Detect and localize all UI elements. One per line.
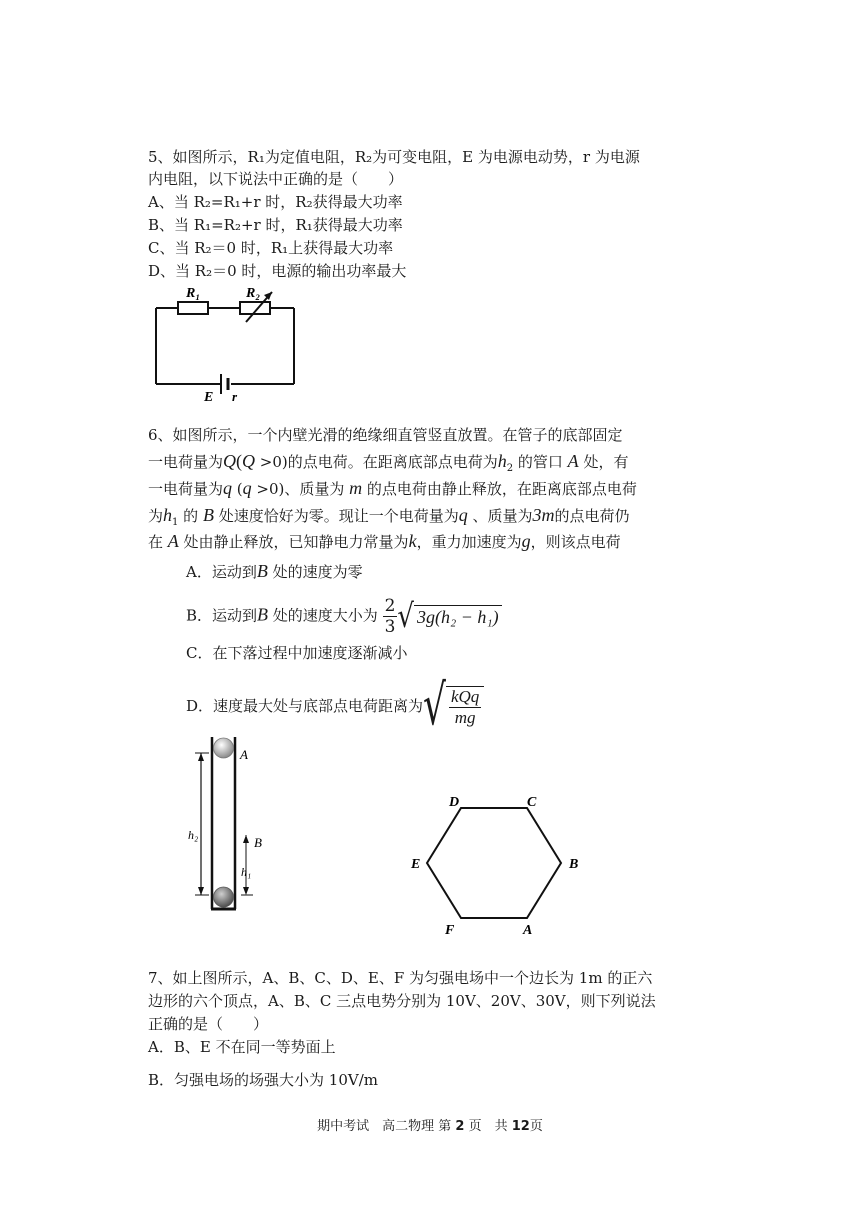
vertex-a: A (523, 923, 533, 938)
vertex-f: F (445, 923, 455, 938)
label-h2: h₂ (188, 828, 199, 842)
sqrt-expression: 3g(h₂ − h₁) (414, 605, 502, 628)
resistor-r1 (178, 302, 208, 314)
q7-stem-line3: 正确的是（ ） (148, 1015, 269, 1033)
q6-stem-line4: 为$h_1$ 的 B 处速度恰好为零。现让一个电荷量为q 、质量为3m的点电荷仍 (148, 505, 630, 528)
q7-option-a: A．B、E 不在同一等势面上 (148, 1038, 336, 1056)
q5-stem-line2: 内电阻，以下说法中正确的是（ ） (148, 170, 404, 188)
q7-stem-line1: 7、如上图所示，A、B、C、D、E、F 为匀强电场中一个边长为 1m 的正六 (148, 969, 653, 987)
label-b: B (254, 835, 262, 850)
q5-option-b: B、当 R₁=R₂+r 时，R₁获得最大功率 (148, 216, 403, 234)
sqrt-sign: √ (397, 597, 414, 636)
label-r1: R₁ (186, 286, 201, 301)
fraction-kqq-mg: $\frac{\text{kQq}}{mg}$ (446, 686, 484, 728)
h1-arrow-down (243, 887, 249, 895)
charge-ball-top (214, 738, 234, 758)
label-h1: h₁ (241, 865, 252, 879)
q5-option-a: A、当 R₂=R₁+r 时，R₂获得最大功率 (148, 193, 403, 211)
q5-option-d: D、当 R₂＝0 时，电源的输出功率最大 (148, 262, 407, 280)
h2-arrow-up (198, 753, 204, 761)
circuit-diagram (148, 280, 308, 405)
label-r: r (232, 389, 238, 404)
q6-option-d: D．速度最大处与底部点电荷距离为√ $\frac{\text{kQq}}{mg}$ (186, 686, 484, 728)
q5-option-c: C、当 R₂＝0 时，R₁上获得最大功率 (148, 239, 394, 257)
label-r2: R₂ (246, 286, 261, 301)
q6-stem-line2: 一电荷量为Q(Q >0)的点电荷。在距离底部点电荷为$h_2$ 的管口 A 处，有 (148, 451, 629, 474)
page-total: 12 (511, 1119, 530, 1134)
fraction-two-thirds: $\frac{2}{3}$ (384, 596, 396, 637)
charge-ball-bottom (214, 887, 234, 907)
vertex-b: B (569, 857, 579, 872)
h1-arrow-up (243, 835, 249, 843)
q6-option-a: A．运动到B 处的速度为零 (186, 561, 363, 581)
page-footer: 期中考试 高二物理 第 2 页 共 12页 (317, 1119, 543, 1134)
label-e: E (204, 390, 214, 405)
vertex-c: C (527, 795, 537, 810)
q6-stem-line5: 在 A 处由静止释放，已知静电力常量为k，重力加速度为g，则该点电荷 (148, 531, 621, 551)
q5-stem-line1: 5、如图所示，R₁为定值电阻，R₂为可变电阻，E 为电源电动势，r 为电源 (148, 148, 640, 166)
hexagon-diagram (405, 788, 595, 938)
q6-option-b: B．运动到B 处的速度大小为 $\frac{2}{3}$ √ 3g(h₂ − h₁) (186, 596, 502, 637)
q6-option-c: C．在下落过程中加速度逐渐减小 (186, 644, 408, 662)
tube-diagram (185, 735, 275, 915)
q6-stem-line1: 6、如图所示，一个内壁光滑的绝缘细直管竖直放置。在管子的底部固定 (148, 426, 623, 444)
sqrt-sign: √ (423, 674, 446, 738)
q6-stem-line3: 一电荷量为q (q >0)、质量为 m 的点电荷由静止释放，在距离底部点电荷 (148, 478, 637, 498)
page-number: 2 (455, 1119, 465, 1134)
q7-option-b: B．匀强电场的场强大小为 10V/m (148, 1071, 378, 1089)
vertex-e: E (411, 857, 421, 872)
label-a: A (240, 747, 248, 762)
vertex-d: D (449, 795, 460, 810)
h2-arrow-down (198, 887, 204, 895)
q7-stem-line2: 边形的六个顶点，A、B、C 三点电势分别为 10V、20V、30V，则下列说法 (148, 992, 656, 1010)
regular-hexagon (427, 808, 561, 918)
